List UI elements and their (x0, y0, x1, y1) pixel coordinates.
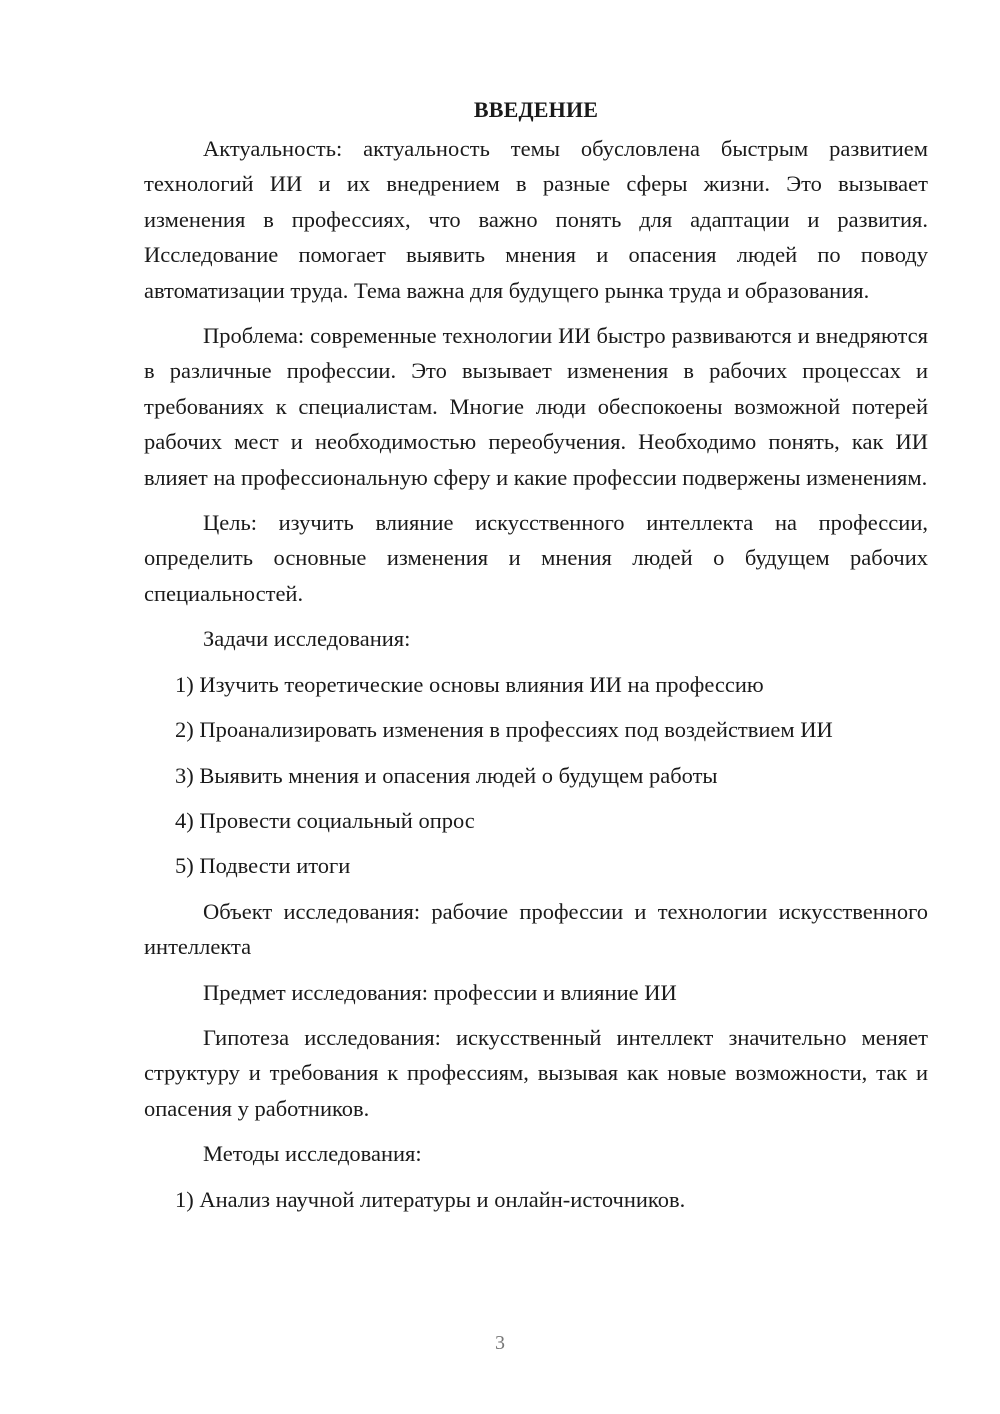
object-paragraph: Объект исследования: рабочие профессии и технологии искусственного интеллекта (144, 898, 928, 960)
page-number: 3 (495, 1332, 505, 1354)
task-item-5: 5) Подвести итоги (175, 853, 351, 879)
page-title: ВВЕДЕНИЕ (473, 97, 599, 122)
subject-paragraph: Предмет исследования: профессии и влияние ИИ (203, 979, 677, 1005)
task-item-4: 4) Провести социальный опрос (175, 807, 475, 833)
hypothesis-paragraph: Гипотеза исследования: искусственный интеллект значительно меняет структуру и требования к профессиям, вызывая как новые возможности, так и опасения у работников. (144, 1024, 928, 1121)
method-item-1: 1) Анализ научной литературы и онлайн-источников. (175, 1186, 686, 1212)
task-item-1: 1) Изучить теоретические основы влияния ИИ на профессию (175, 671, 764, 697)
task-item-3: 3) Выявить мнения и опасения людей о будущем работы (175, 762, 718, 788)
document-page (144, 92, 928, 1227)
problem-paragraph: Проблема: современные технологии ИИ быстро развиваются и внедряются в различные профессии. Это вызывает изменения в рабочих процессах и требованиях к специалистам. Многие люди обеспокоены возможной потерей рабочих мест и необходимостью переобучения. Необходимо понять, как ИИ влияет на профессиональную сферу и какие профессии подвержены изменениям. (144, 323, 928, 490)
tasks-heading: Задачи исследования: (203, 626, 411, 652)
task-item-2: 2) Проанализировать изменения в профессиях под воздействием ИИ (175, 717, 833, 743)
relevance-paragraph: Актуальность: актуальность темы обусловлена быстрым развитием технологий ИИ и их внедрением в разные сферы жизни. Это вызывает изменения в профессиях, что важно понять для адаптации и развития. Исследование помогает выявить мнения и опасения людей по поводу автоматизации труда. Тема важна для будущего рынка труда и образования. (144, 136, 928, 303)
goal-paragraph: Цель: изучить влияние искусственного интеллекта на профессии, определить основные изменения и мнения людей о будущем рабочих специальностей. (144, 510, 928, 606)
methods-heading: Методы исследования: (203, 1141, 422, 1167)
